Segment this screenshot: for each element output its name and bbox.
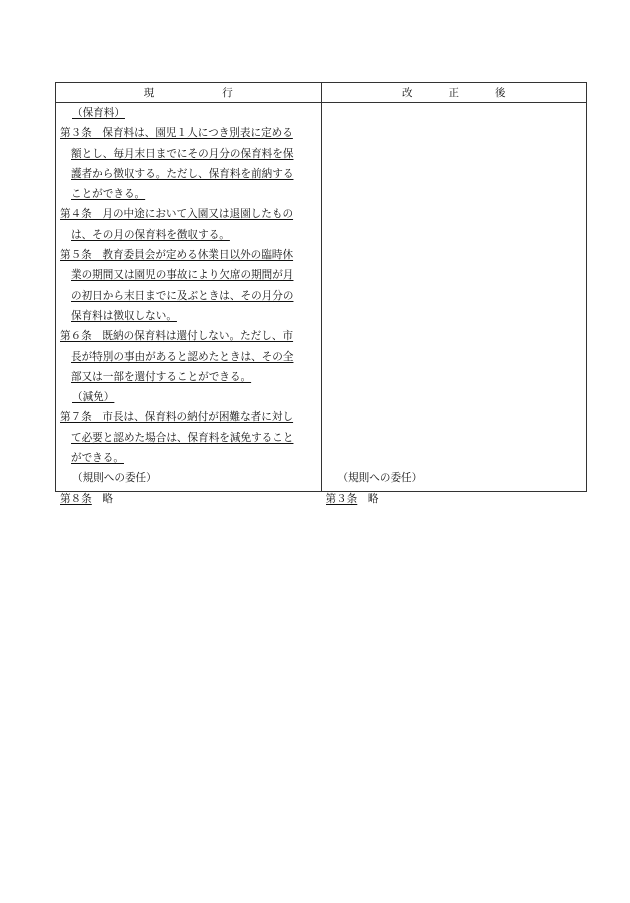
current-line — [60, 326, 315, 346]
current-line — [60, 245, 315, 265]
current-line-text: 業の期間又は園児の事故により欠席の期間が月 — [71, 269, 294, 282]
current-line-text: 保育料は徴収しない。 — [71, 309, 177, 322]
header-current — [56, 83, 322, 102]
table-header-row — [56, 83, 586, 103]
current-line — [60, 306, 315, 326]
current-line — [60, 387, 315, 407]
header-revised-char-3: 後 — [495, 87, 506, 99]
current-line-text: 第７条 市長は、保育料の納付が困難な者に対し — [60, 411, 294, 424]
revised-article-number: 第３条 — [325, 492, 358, 505]
current-line — [60, 225, 315, 245]
current-line — [60, 347, 315, 367]
current-line — [60, 265, 315, 285]
header-current-char-1: 現 — [143, 87, 155, 99]
header-current-char-2: 行 — [222, 87, 233, 99]
header-revised-char-2: 正 — [448, 87, 459, 99]
revised-article-3 — [326, 489, 581, 509]
article-text: 略 — [91, 492, 113, 505]
current-line-text: （規則への委任） — [72, 472, 157, 485]
current-line — [60, 367, 315, 387]
current-line — [60, 204, 315, 224]
current-line — [60, 428, 315, 448]
current-line-text: 護者から徴収する。ただし、保育料を前納する — [71, 167, 294, 180]
table-body-row — [56, 103, 586, 505]
current-line-text: 第６条 既納の保育料は還付しない。ただし、市 — [60, 330, 294, 343]
revised-column — [322, 103, 587, 505]
comparison-table — [55, 82, 587, 505]
current-line — [60, 468, 315, 488]
current-line-text: の初日から末日までに及ぶときは、その月分の — [71, 289, 294, 302]
current-line-text: 額とし、毎月末日までにその月分の保育料を保 — [71, 147, 294, 160]
current-line — [60, 286, 315, 306]
revised-delegation-heading: （規則への委任） — [337, 472, 423, 485]
current-line-text: ことができる。 — [71, 188, 146, 201]
current-line-text: （減免） — [72, 391, 115, 404]
current-line-text: て必要と認めた場合は、保育料を減免すること — [71, 431, 294, 444]
current-line-text: 第３条 保育料は、園児１人につき別表に定める — [60, 127, 293, 140]
current-line-text: 第５条 教育委員会が定める休業日以外の臨時休 — [60, 249, 294, 262]
revised-article-body: 略 — [357, 492, 379, 505]
current-column — [56, 103, 322, 505]
current-line-text: （保育料） — [72, 107, 125, 119]
current-line-text: 部又は一部を還付することができる。 — [71, 370, 252, 383]
current-line-text: は、その月の保育料を徴収する。 — [71, 228, 230, 241]
current-line — [60, 123, 315, 143]
header-revised — [322, 83, 587, 102]
current-line — [60, 448, 315, 468]
current-line — [60, 407, 315, 427]
current-line — [60, 489, 315, 509]
current-line — [60, 144, 315, 164]
current-line-text: 長が特別の事由があると認めたときは、その全 — [71, 350, 294, 363]
article-number: 第８条 — [60, 492, 92, 505]
current-line-text: ができる。 — [71, 452, 124, 465]
current-line — [60, 103, 315, 123]
current-line-text: 第４条 月の中途において入園又は退園したもの — [60, 208, 294, 221]
current-line — [60, 164, 315, 184]
header-revised-char-1: 改 — [402, 87, 413, 99]
current-line — [60, 184, 315, 204]
